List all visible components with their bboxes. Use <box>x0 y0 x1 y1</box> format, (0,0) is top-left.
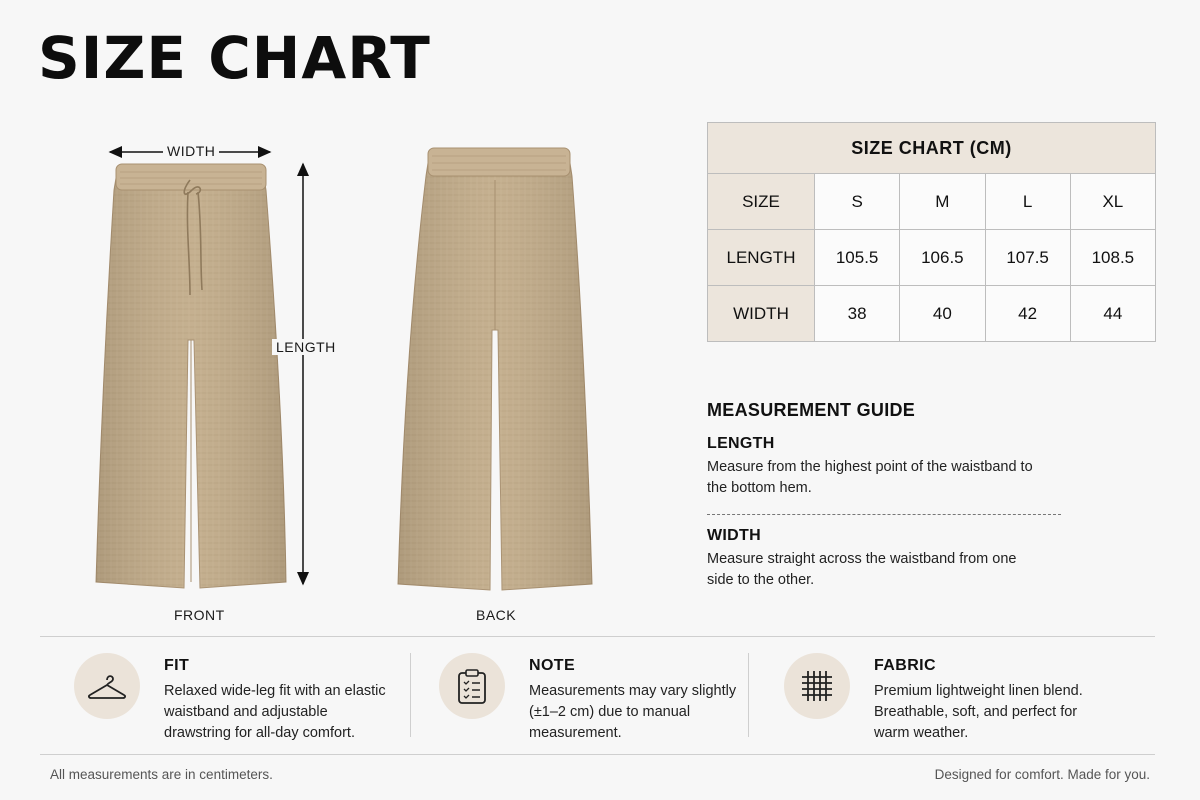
size-s: S <box>815 174 900 230</box>
back-pants <box>398 148 592 590</box>
pants-illustration <box>0 120 680 640</box>
page-title: SIZE CHART <box>38 24 431 92</box>
feature-fit-text: Relaxed wide-leg fit with an elastic waistband and adjustable drawstring for all-day comfort. <box>164 683 386 741</box>
size-table-title: SIZE CHART (CM) <box>708 123 1156 174</box>
fabric-grid-icon <box>784 653 850 719</box>
front-label: FRONT <box>174 607 225 623</box>
guide-width-text: Measure straight across the waistband from one side to the other. <box>707 551 1017 588</box>
table-cell: 38 <box>815 286 900 342</box>
feature-note-text: Measurements may vary slightly (±1–2 cm) due to manual measurement. <box>529 683 737 741</box>
guide-heading: MEASUREMENT GUIDE <box>707 400 916 420</box>
footer-tagline: Designed for comfort. Made for you. <box>934 767 1150 782</box>
length-row-label: LENGTH <box>708 230 815 286</box>
size-chart-table <box>707 122 1156 342</box>
size-header-row <box>708 174 1156 230</box>
product-figure <box>0 120 680 640</box>
feature-strip <box>40 637 1155 753</box>
table-row <box>708 230 1156 286</box>
footer-note: All measurements are in centimeters. <box>50 767 273 782</box>
table-cell: 105.5 <box>815 230 900 286</box>
front-pants <box>96 164 286 588</box>
table-cell: 108.5 <box>1070 230 1155 286</box>
guide-width-title: WIDTH <box>707 527 761 544</box>
table-cell: 42 <box>985 286 1070 342</box>
clipboard-icon <box>439 653 505 719</box>
feature-note <box>405 637 775 753</box>
back-label: BACK <box>476 607 517 623</box>
length-label: LENGTH <box>272 339 340 355</box>
width-label: WIDTH <box>163 143 219 159</box>
table-cell: 106.5 <box>900 230 985 286</box>
feature-fit-title: FIT <box>164 657 190 674</box>
feature-fabric <box>750 637 1155 753</box>
hanger-icon <box>74 653 140 719</box>
guide-length-title: LENGTH <box>707 435 775 452</box>
feature-note-title: NOTE <box>529 657 576 674</box>
table-cell: 107.5 <box>985 230 1070 286</box>
size-l: L <box>985 174 1070 230</box>
table-cell: 40 <box>900 286 985 342</box>
size-m: M <box>900 174 985 230</box>
feature-fit <box>40 637 410 753</box>
feature-fabric-title: FABRIC <box>874 657 936 674</box>
width-row-label: WIDTH <box>708 286 815 342</box>
feature-divider <box>748 653 749 737</box>
size-xl: XL <box>1070 174 1155 230</box>
guide-length-text: Measure from the highest point of the waistband to the bottom hem. <box>707 459 1033 496</box>
size-header-label: SIZE <box>708 174 815 230</box>
table-row <box>708 286 1156 342</box>
guide-divider <box>707 514 1061 515</box>
table-cell: 44 <box>1070 286 1155 342</box>
measurement-guide <box>707 400 1067 591</box>
bottom-divider <box>40 754 1155 755</box>
feature-fabric-text: Premium lightweight linen blend. Breathable, soft, and perfect for warm weather. <box>874 683 1083 741</box>
